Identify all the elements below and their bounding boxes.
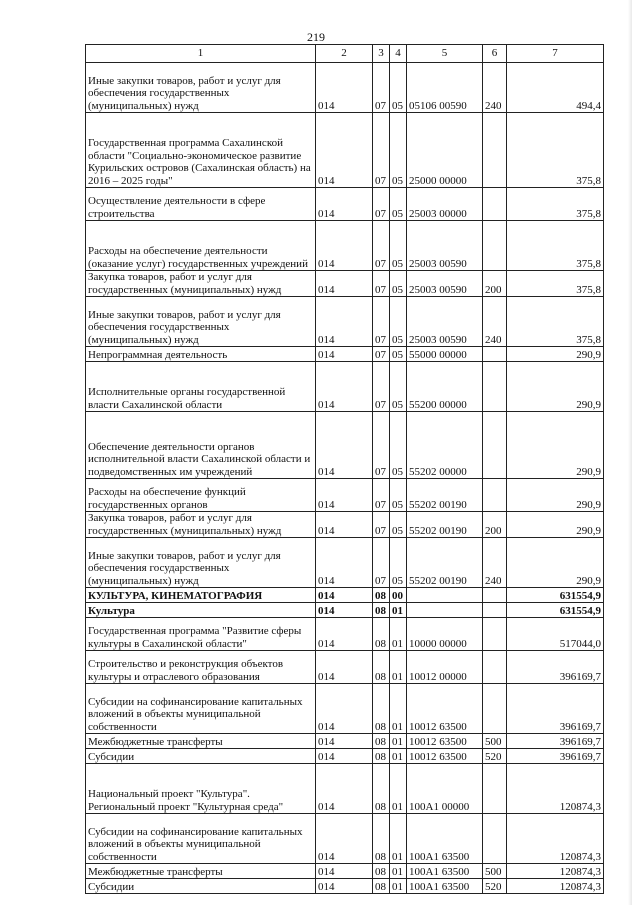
target-article-code: 05106 00590	[407, 63, 483, 113]
target-article-code: 25003 00590	[407, 297, 483, 347]
table-row	[86, 297, 604, 347]
section-code: 07	[373, 347, 390, 362]
subsection-code: 05	[390, 347, 407, 362]
expense-type-code	[483, 651, 507, 684]
column-header-5: 5	[407, 45, 483, 63]
amount-value: 631554,9	[507, 588, 604, 603]
subsection-code: 01	[390, 651, 407, 684]
table-row	[86, 347, 604, 362]
section-code: 07	[373, 479, 390, 512]
column-header-6: 6	[483, 45, 507, 63]
table-row	[86, 588, 604, 603]
expense-type-code	[483, 113, 507, 188]
table-row	[86, 618, 604, 651]
amount-value: 375,8	[507, 188, 604, 221]
table-row	[86, 113, 604, 188]
expense-type-code: 240	[483, 297, 507, 347]
section-code: 08	[373, 588, 390, 603]
subsection-code: 05	[390, 297, 407, 347]
table-row	[86, 188, 604, 221]
table-row	[86, 879, 604, 894]
target-article-code: 55202 00190	[407, 512, 483, 538]
target-article-code: 10012 63500	[407, 684, 483, 734]
column-header-3: 3	[373, 45, 390, 63]
expense-type-code	[483, 412, 507, 479]
row-label: Культура	[86, 603, 316, 618]
section-code: 08	[373, 618, 390, 651]
amount-value: 290,9	[507, 412, 604, 479]
subsection-code: 05	[390, 221, 407, 271]
section-code: 08	[373, 864, 390, 879]
expense-type-code	[483, 347, 507, 362]
section-code: 08	[373, 684, 390, 734]
ministry-code: 014	[316, 188, 373, 221]
row-label: Субсидии	[86, 749, 316, 764]
amount-value: 396169,7	[507, 651, 604, 684]
amount-value: 120874,3	[507, 814, 604, 864]
row-label: Расходы на обеспечение деятельности (оказание услуг) государственных учреждений	[86, 221, 316, 271]
table-row	[86, 412, 604, 479]
subsection-code: 05	[390, 512, 407, 538]
amount-value: 375,8	[507, 113, 604, 188]
row-label: Государственная программа Сахалинской области "Социально-экономическое развитие Курильских островов (Сахалинская область) на 2016 – 2025 годы"	[86, 113, 316, 188]
section-code: 07	[373, 362, 390, 412]
row-label: Расходы на обеспечение функций государственных органов	[86, 479, 316, 512]
amount-value: 375,8	[507, 297, 604, 347]
subsection-code: 05	[390, 271, 407, 297]
section-code: 07	[373, 297, 390, 347]
ministry-code: 014	[316, 512, 373, 538]
table-row	[86, 749, 604, 764]
amount-value: 494,4	[507, 63, 604, 113]
expense-type-code	[483, 618, 507, 651]
target-article-code: 25000 00000	[407, 113, 483, 188]
amount-value: 290,9	[507, 538, 604, 588]
section-code: 07	[373, 538, 390, 588]
row-label: Субсидии на софинансирование капитальных вложений в объекты муниципальной собственности	[86, 684, 316, 734]
amount-value: 517044,0	[507, 618, 604, 651]
subsection-code: 05	[390, 113, 407, 188]
ministry-code: 014	[316, 63, 373, 113]
subsection-code: 01	[390, 764, 407, 814]
section-code: 08	[373, 734, 390, 749]
section-code: 08	[373, 603, 390, 618]
row-label: Национальный проект "Культура". Региональный проект "Культурная среда"	[86, 764, 316, 814]
amount-value: 290,9	[507, 479, 604, 512]
subsection-code: 01	[390, 618, 407, 651]
section-code: 08	[373, 749, 390, 764]
target-article-code: 10000 00000	[407, 618, 483, 651]
ministry-code: 014	[316, 412, 373, 479]
target-article-code: 25003 00000	[407, 188, 483, 221]
expense-type-code: 240	[483, 63, 507, 113]
amount-value: 120874,3	[507, 879, 604, 894]
subsection-code: 01	[390, 603, 407, 618]
page-edge-shadow	[628, 0, 632, 905]
ministry-code: 014	[316, 479, 373, 512]
row-label: Непрограммная деятельность	[86, 347, 316, 362]
header-row	[86, 45, 604, 63]
table-row	[86, 764, 604, 814]
ministry-code: 014	[316, 749, 373, 764]
section-code: 07	[373, 412, 390, 479]
row-label: Иные закупки товаров, работ и услуг для обеспечения государственных (муниципальных) нужд	[86, 297, 316, 347]
amount-value: 290,9	[507, 512, 604, 538]
amount-value: 396169,7	[507, 684, 604, 734]
page-number: 219	[307, 30, 325, 44]
ministry-code: 014	[316, 297, 373, 347]
expense-type-code	[483, 362, 507, 412]
subsection-code: 01	[390, 864, 407, 879]
ministry-code: 014	[316, 588, 373, 603]
row-label: Субсидии	[86, 879, 316, 894]
expense-type-code: 200	[483, 271, 507, 297]
target-article-code: 55200 00000	[407, 362, 483, 412]
row-label: Обеспечение деятельности органов исполнительной власти Сахалинской области и подведомственных им учреждений	[86, 412, 316, 479]
row-label: Иные закупки товаров, работ и услуг для обеспечения государственных (муниципальных) нужд	[86, 63, 316, 113]
subsection-code: 05	[390, 479, 407, 512]
table-row	[86, 684, 604, 734]
target-article-code: 100А1 00000	[407, 764, 483, 814]
expense-type-code: 520	[483, 749, 507, 764]
target-article-code: 10012 63500	[407, 734, 483, 749]
ministry-code: 014	[316, 221, 373, 271]
ministry-code: 014	[316, 271, 373, 297]
expense-type-code: 200	[483, 512, 507, 538]
table-row	[86, 221, 604, 271]
section-code: 07	[373, 512, 390, 538]
amount-value: 290,9	[507, 362, 604, 412]
section-code: 07	[373, 221, 390, 271]
amount-value: 396169,7	[507, 749, 604, 764]
subsection-code: 01	[390, 684, 407, 734]
subsection-code: 01	[390, 814, 407, 864]
amount-value: 120874,3	[507, 864, 604, 879]
section-code: 07	[373, 271, 390, 297]
expense-type-code	[483, 588, 507, 603]
table-body	[86, 63, 604, 894]
subsection-code: 05	[390, 63, 407, 113]
subsection-code: 05	[390, 188, 407, 221]
table-row	[86, 271, 604, 297]
table-row	[86, 479, 604, 512]
row-label: Межбюджетные трансферты	[86, 864, 316, 879]
expense-type-code: 520	[483, 879, 507, 894]
ministry-code: 014	[316, 734, 373, 749]
row-label: Закупка товаров, работ и услуг для государственных (муниципальных) нужд	[86, 271, 316, 297]
row-label: Осуществление деятельности в сфере строительства	[86, 188, 316, 221]
target-article-code: 100А1 63500	[407, 864, 483, 879]
row-label: Иные закупки товаров, работ и услуг для обеспечения государственных (муниципальных) нужд	[86, 538, 316, 588]
budget-table	[85, 44, 604, 894]
row-label: Межбюджетные трансферты	[86, 734, 316, 749]
row-label: Закупка товаров, работ и услуг для государственных (муниципальных) нужд	[86, 512, 316, 538]
amount-value: 375,8	[507, 221, 604, 271]
expense-type-code	[483, 479, 507, 512]
ministry-code: 014	[316, 764, 373, 814]
subsection-code: 05	[390, 362, 407, 412]
target-article-code: 55202 00000	[407, 412, 483, 479]
expense-type-code	[483, 603, 507, 618]
section-code: 07	[373, 113, 390, 188]
row-label: Субсидии на софинансирование капитальных вложений в объекты муниципальной собственности	[86, 814, 316, 864]
ministry-code: 014	[316, 603, 373, 618]
table-row	[86, 734, 604, 749]
table-row	[86, 603, 604, 618]
target-article-code: 25003 00590	[407, 271, 483, 297]
section-code: 08	[373, 814, 390, 864]
subsection-code: 05	[390, 538, 407, 588]
target-article-code: 100А1 63500	[407, 879, 483, 894]
target-article-code: 55202 00190	[407, 538, 483, 588]
table-row	[86, 538, 604, 588]
target-article-code: 25003 00590	[407, 221, 483, 271]
table-row	[86, 864, 604, 879]
expense-type-code	[483, 814, 507, 864]
table-row	[86, 512, 604, 538]
column-header-7: 7	[507, 45, 604, 63]
subsection-code: 05	[390, 412, 407, 479]
ministry-code: 014	[316, 538, 373, 588]
ministry-code: 014	[316, 814, 373, 864]
amount-value: 375,8	[507, 271, 604, 297]
expense-type-code	[483, 684, 507, 734]
subsection-code: 01	[390, 734, 407, 749]
subsection-code: 01	[390, 879, 407, 894]
subsection-code: 01	[390, 749, 407, 764]
column-header-1: 1	[86, 45, 316, 63]
ministry-code: 014	[316, 347, 373, 362]
section-code: 08	[373, 764, 390, 814]
section-code: 07	[373, 188, 390, 221]
row-label: Исполнительные органы государственной власти Сахалинской области	[86, 362, 316, 412]
column-header-4: 4	[390, 45, 407, 63]
ministry-code: 014	[316, 879, 373, 894]
expense-type-code	[483, 221, 507, 271]
subsection-code: 00	[390, 588, 407, 603]
expense-type-code: 500	[483, 734, 507, 749]
expense-type-code: 500	[483, 864, 507, 879]
target-article-code: 100А1 63500	[407, 814, 483, 864]
expense-type-code	[483, 764, 507, 814]
ministry-code: 014	[316, 864, 373, 879]
table-header	[86, 45, 604, 63]
row-label: Строительство и реконструкция объектов культуры и отраслевого образования	[86, 651, 316, 684]
row-label: Государственная программа "Развитие сферы культуры в Сахалинской области"	[86, 618, 316, 651]
ministry-code: 014	[316, 362, 373, 412]
section-code: 08	[373, 879, 390, 894]
amount-value: 396169,7	[507, 734, 604, 749]
column-header-2: 2	[316, 45, 373, 63]
amount-value: 631554,9	[507, 603, 604, 618]
section-code: 07	[373, 63, 390, 113]
ministry-code: 014	[316, 684, 373, 734]
target-article-code	[407, 603, 483, 618]
table-row	[86, 362, 604, 412]
section-code: 08	[373, 651, 390, 684]
target-article-code: 55202 00190	[407, 479, 483, 512]
ministry-code: 014	[316, 618, 373, 651]
target-article-code	[407, 588, 483, 603]
target-article-code: 10012 00000	[407, 651, 483, 684]
table-row	[86, 814, 604, 864]
target-article-code: 10012 63500	[407, 749, 483, 764]
ministry-code: 014	[316, 651, 373, 684]
table-row	[86, 63, 604, 113]
target-article-code: 55000 00000	[407, 347, 483, 362]
row-label: КУЛЬТУРА, КИНЕМАТОГРАФИЯ	[86, 588, 316, 603]
ministry-code: 014	[316, 113, 373, 188]
expense-type-code: 240	[483, 538, 507, 588]
amount-value: 120874,3	[507, 764, 604, 814]
amount-value: 290,9	[507, 347, 604, 362]
expense-type-code	[483, 188, 507, 221]
table-row	[86, 651, 604, 684]
